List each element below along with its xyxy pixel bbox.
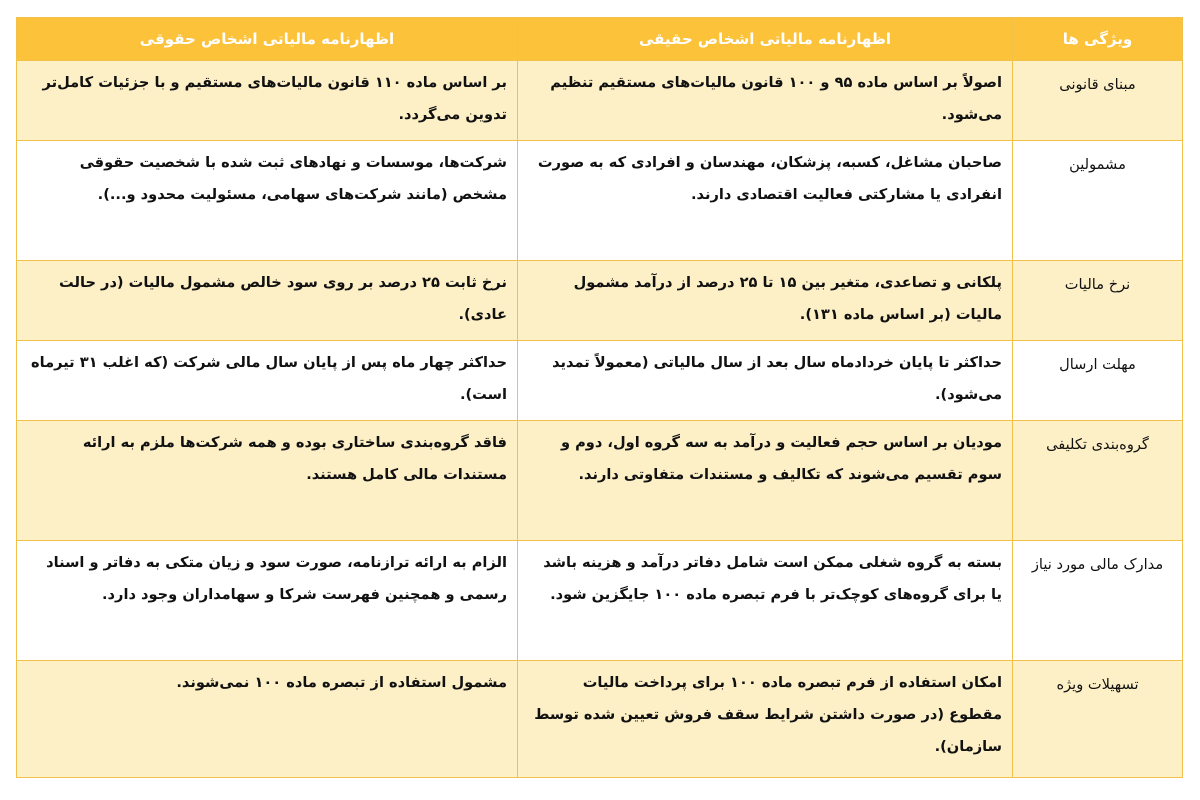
feature-cell: مبنای قانونی — [1013, 61, 1183, 141]
table-row — [17, 261, 1183, 341]
real-persons-cell: بسته به گروه شغلی ممکن است شامل دفاتر درآمد و هزینه باشد یا برای گروه‌های کوچک‌تر با فرم تبصره ماده ۱۰۰ جایگزین شود. — [518, 541, 1013, 661]
legal-persons-cell: بر اساس ماده ۱۱۰ قانون مالیات‌های مستقیم و با جزئیات کامل‌تر تدوین می‌گردد. — [17, 61, 518, 141]
header-feature: ویژگی ها — [1013, 18, 1183, 61]
legal-persons-cell: الزام به ارائه ترازنامه، صورت سود و زیان متکی به دفاتر و اسناد رسمی و همچنین فهرست شرکا و سهامداران وجود دارد. — [17, 541, 518, 661]
real-persons-cell: مودیان بر اساس حجم فعالیت و درآمد به سه گروه اول، دوم و سوم تقسیم می‌شوند که تکالیف و مستندات متفاوتی دارند. — [518, 421, 1013, 541]
legal-persons-cell: شرکت‌ها، موسسات و نهادهای ثبت شده با شخصیت حقوقی مشخص (مانند شرکت‌های سهامی، مسئولیت محدود و...). — [17, 141, 518, 261]
feature-cell: گروه‌بندی تکلیفی — [1013, 421, 1183, 541]
legal-persons-cell: نرخ ثابت ۲۵ درصد بر روی سود خالص مشمول مالیات (در حالت عادی). — [17, 261, 518, 341]
legal-persons-cell: فاقد گروه‌بندی ساختاری بوده و همه شرکت‌ها ملزم به ارائه مستندات مالی کامل هستند. — [17, 421, 518, 541]
feature-cell: مدارک مالی مورد نیاز — [1013, 541, 1183, 661]
table-row — [17, 421, 1183, 541]
feature-cell: مشمولین — [1013, 141, 1183, 261]
feature-cell: تسهیلات ویژه — [1013, 661, 1183, 778]
feature-cell: مهلت ارسال — [1013, 341, 1183, 421]
table-row — [17, 541, 1183, 661]
table-row — [17, 141, 1183, 261]
table-header-row — [17, 18, 1183, 61]
real-persons-cell: صاحبان مشاغل، کسبه، پزشکان، مهندسان و افرادی که به صورت انفرادی یا مشارکتی فعالیت اقتصادی دارند. — [518, 141, 1013, 261]
comparison-table-frame — [17, 17, 1183, 777]
header-real-persons: اظهارنامه مالیاتی اشخاص حقیقی — [518, 18, 1013, 61]
table-row — [17, 61, 1183, 141]
real-persons-cell: حداکثر تا پایان خردادماه سال بعد از سال مالیاتی (معمولاً تمدید می‌شود). — [518, 341, 1013, 421]
table-row — [17, 341, 1183, 421]
table-row — [17, 661, 1183, 778]
legal-persons-cell: مشمول استفاده از تبصره ماده ۱۰۰ نمی‌شوند. — [17, 661, 518, 778]
real-persons-cell: اصولاً بر اساس ماده ۹۵ و ۱۰۰ قانون مالیات‌های مستقیم تنظیم می‌شود. — [518, 61, 1013, 141]
legal-persons-cell: حداکثر چهار ماه پس از پایان سال مالی شرکت (که اغلب ۳۱ تیرماه است). — [17, 341, 518, 421]
real-persons-cell: امکان استفاده از فرم تبصره ماده ۱۰۰ برای پرداخت مالیات مقطوع (در صورت داشتن شرایط سقف فروش تعیین شده توسط سازمان). — [518, 661, 1013, 778]
feature-cell: نرخ مالیات — [1013, 261, 1183, 341]
tax-return-comparison-table — [16, 17, 1183, 778]
real-persons-cell: پلکانی و تصاعدی، متغیر بین ۱۵ تا ۲۵ درصد از درآمد مشمول مالیات (بر اساس ماده ۱۳۱). — [518, 261, 1013, 341]
header-legal-persons: اظهارنامه مالیاتی اشخاص حقوقی — [17, 18, 518, 61]
